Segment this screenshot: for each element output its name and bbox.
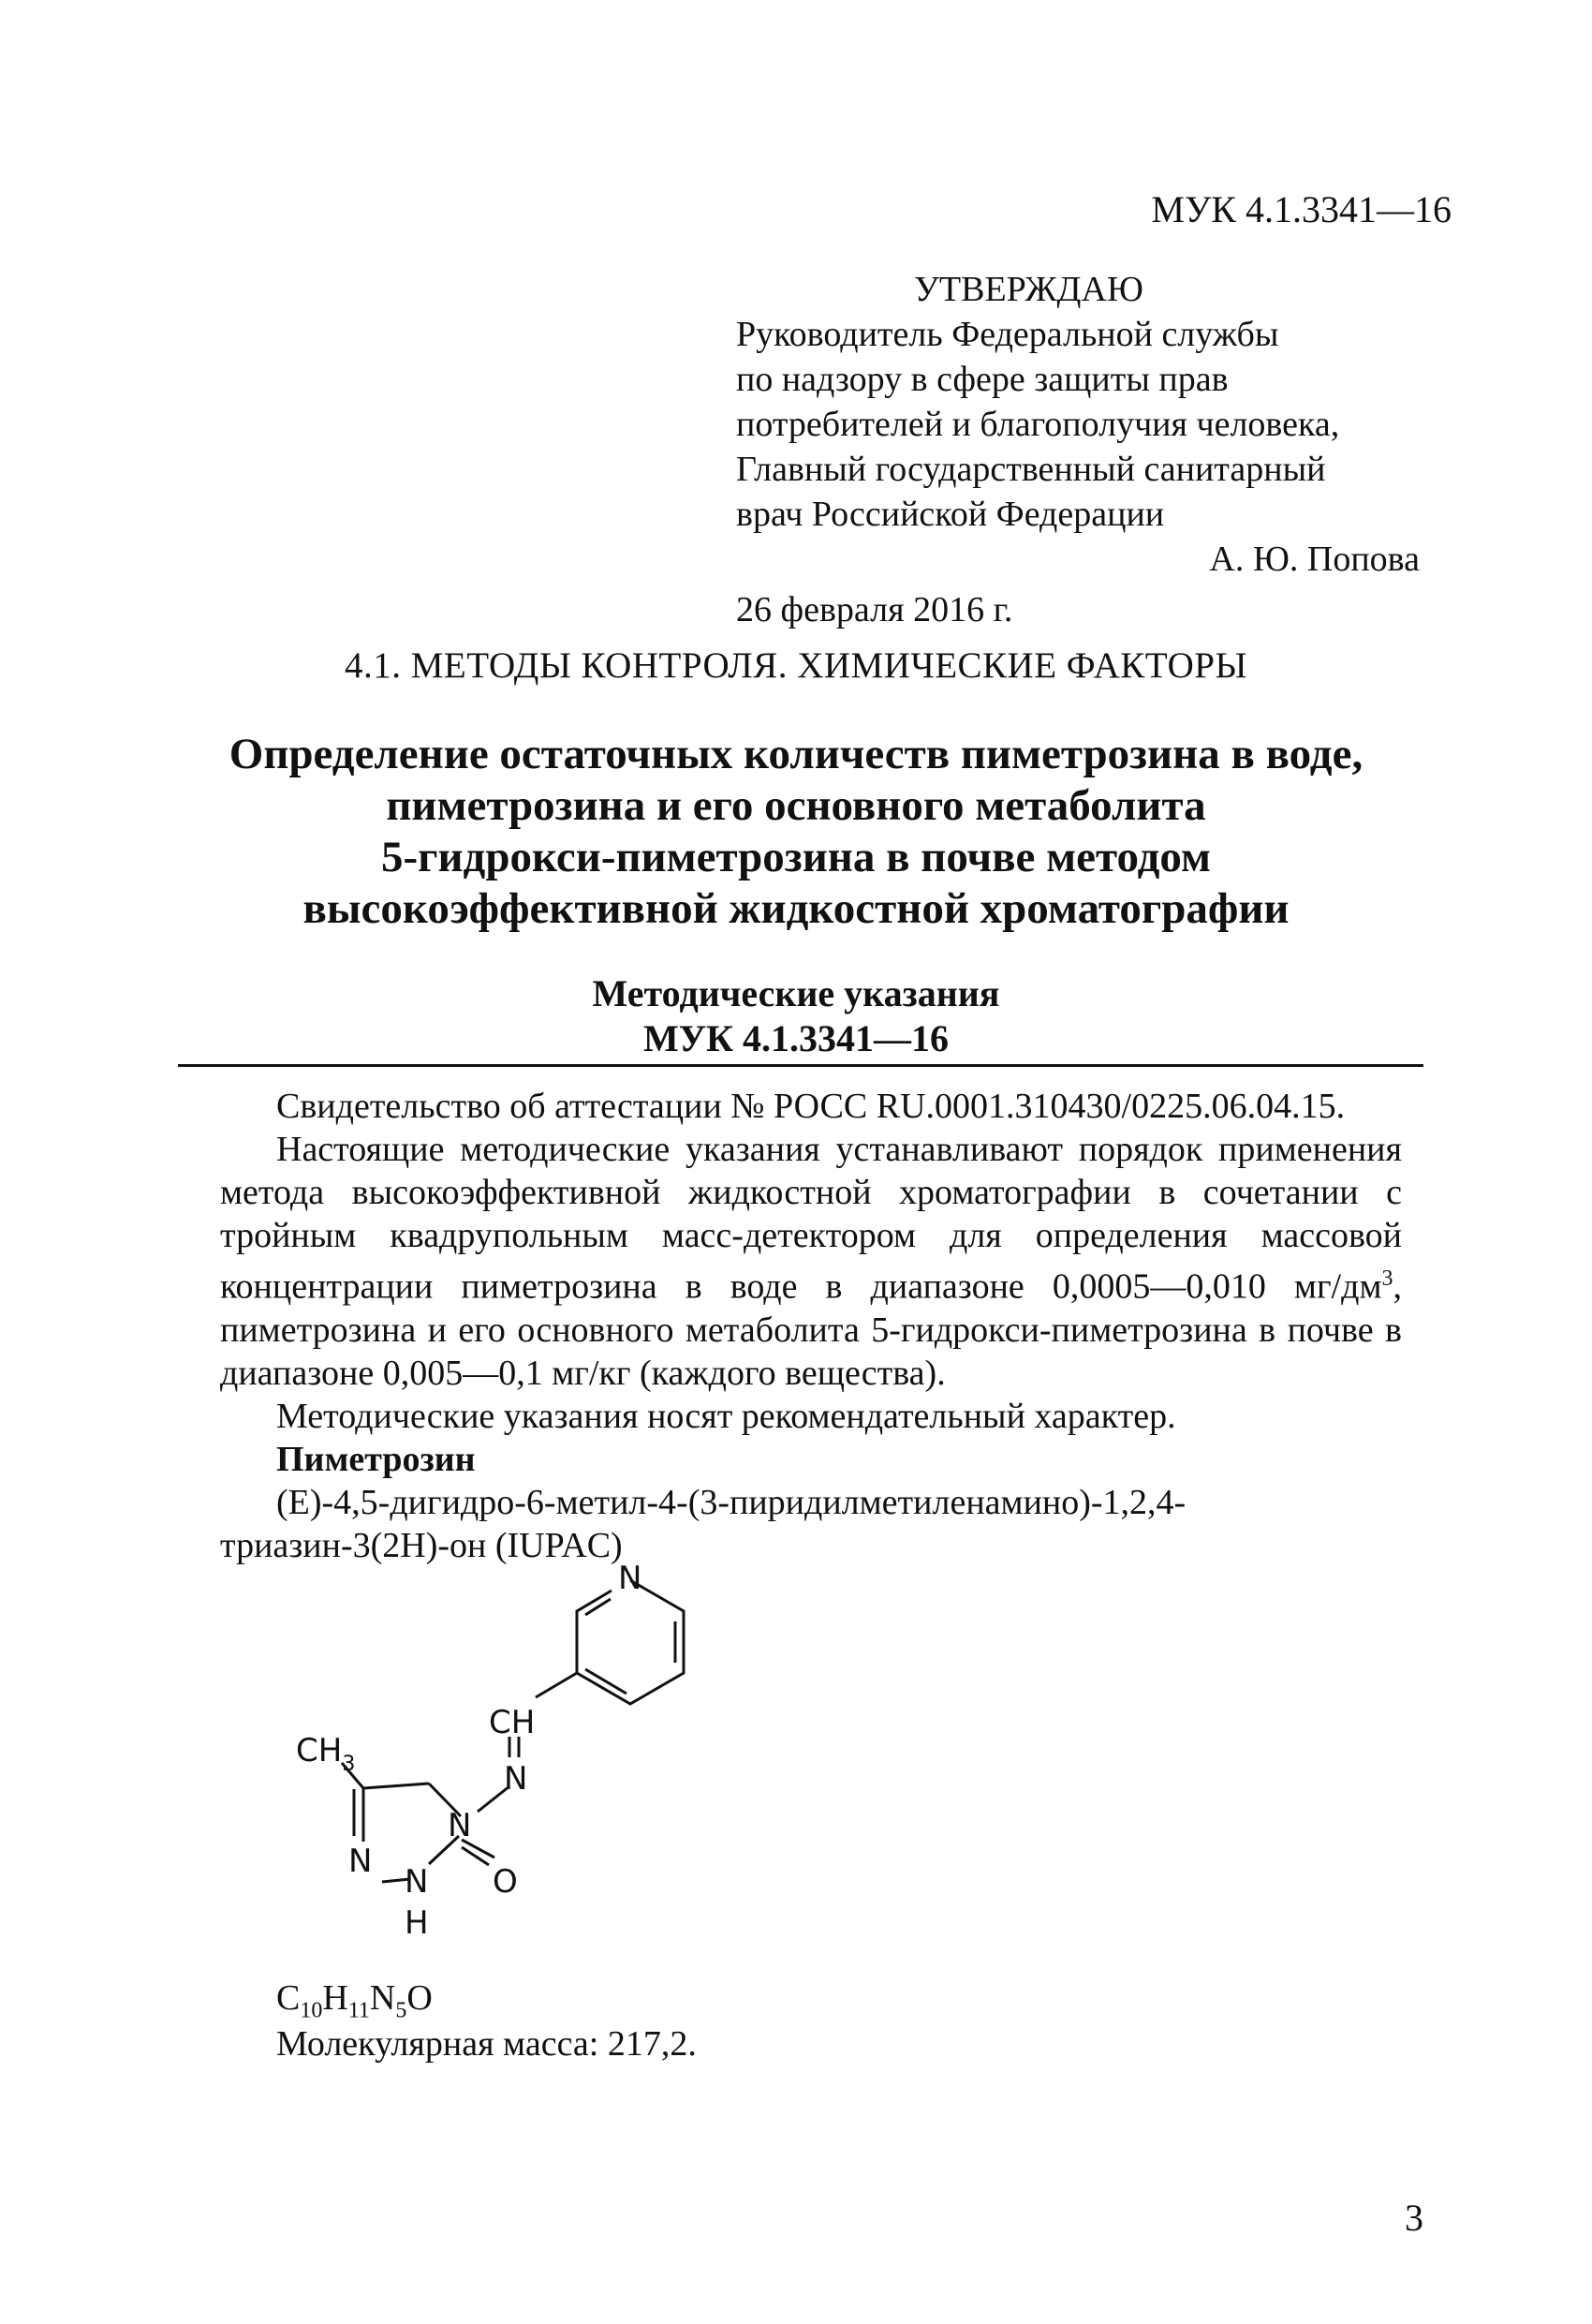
scope-text-part2: , пиметрозина и его основного метаболита 5-гидрокси-пиметрозина в почве в диапазоне 0,005—0,1 мг/кг (каждого вещества). [220, 1266, 1402, 1393]
title-line: высокоэффективной жидкостной хроматографии [302, 884, 1290, 933]
advisory-paragraph: Методические указания носят рекомендательный характер. [276, 1396, 1176, 1436]
approval-block [736, 267, 1420, 632]
approval-line: Главный государственный санитарный [736, 450, 1326, 489]
scope-text-part1: Настоящие методические указания устанавливают порядок применения метода высокоэффективной жидкостной хроматографии в сочетании с тройным квадрупольным масс-детектором для определения массовой концентрации пиметрозина в воде в диапазоне 0,0005—0,010 мг/дм [220, 1130, 1402, 1307]
formula-o: O [406, 1978, 433, 2018]
title-line: 5-гидрокси-пиметрозина в почве методом [380, 833, 1211, 881]
ring-n2-label: N [405, 1863, 429, 1901]
ch3-label [296, 1732, 355, 1776]
page-number: 3 [1405, 2197, 1423, 2239]
section-title: 4.1. МЕТОДЫ КОНТРОЛЯ. ХИМИЧЕСКИЕ ФАКТОРЫ [345, 645, 1247, 686]
ch3-main: CH [296, 1732, 343, 1769]
signatory-name: А. Ю. Попова [1209, 540, 1420, 579]
approval-line: потребителей и благополучия человека, [736, 405, 1340, 444]
ch3-subscript: 3 [342, 1753, 356, 1776]
iupac-name: (E)-4,5-дигидро-6-метил-4-(3-пиридилметиленамино)-1,2,4-триазин-3(2H)-он (IUPAC) [220, 1482, 1187, 1565]
ring-n4-label: N [448, 1807, 472, 1844]
approval-line: Руководитель Федеральной службы [736, 315, 1279, 354]
ch-label: CH [489, 1704, 536, 1741]
formula-n: N [369, 1978, 396, 2018]
subtitle-kind: Методические указания [592, 972, 1000, 1014]
molecular-formula [276, 1977, 433, 2024]
document-code: МУК 4.1.3341—16 [1151, 188, 1452, 230]
formula-c-count: 10 [300, 1998, 323, 2023]
document-subtitle [0, 971, 1592, 1061]
formula-h-count: 11 [347, 1998, 370, 2023]
pyridine-n-label: N [618, 1560, 642, 1597]
formula-h: H [322, 1978, 348, 2018]
formula-c: C [276, 1978, 301, 2018]
molecular-mass: Молекулярная масса: 217,2. [276, 2024, 697, 2064]
approval-heading: УТВЕРЖДАЮ [914, 270, 1143, 309]
imine-n-label: N [504, 1760, 528, 1798]
certificate-paragraph: Свидетельство об аттестации № РОСС RU.0001.310430/0225.06.04.15. [276, 1087, 1346, 1126]
nh-h-label: H [405, 1904, 429, 1942]
carbonyl-o-label: O [493, 1863, 518, 1901]
approval-line: по надзору в сфере защиты прав [736, 360, 1229, 399]
subtitle-code: МУК 4.1.3341—16 [642, 1017, 950, 1059]
ring-n1-label: N [348, 1843, 373, 1880]
title-line: пиметрозина и его основного метаболита [386, 781, 1206, 830]
scope-paragraph [220, 1128, 1402, 1395]
scope-superscript: 3 [1381, 1266, 1393, 1291]
horizontal-rule [178, 1064, 1423, 1067]
substance-label: Пиметрозин [276, 1439, 476, 1479]
approval-date: 26 февраля 2016 г. [736, 590, 1013, 629]
body-text [220, 1085, 1402, 1567]
document-title [169, 729, 1423, 935]
approval-line: врач Российской Федерации [736, 495, 1165, 534]
chemical-structure [262, 1555, 749, 1986]
title-line: Определение остаточных количеств пиметрозина в воде, [228, 730, 1364, 778]
formula-n-count: 5 [395, 1998, 407, 2023]
